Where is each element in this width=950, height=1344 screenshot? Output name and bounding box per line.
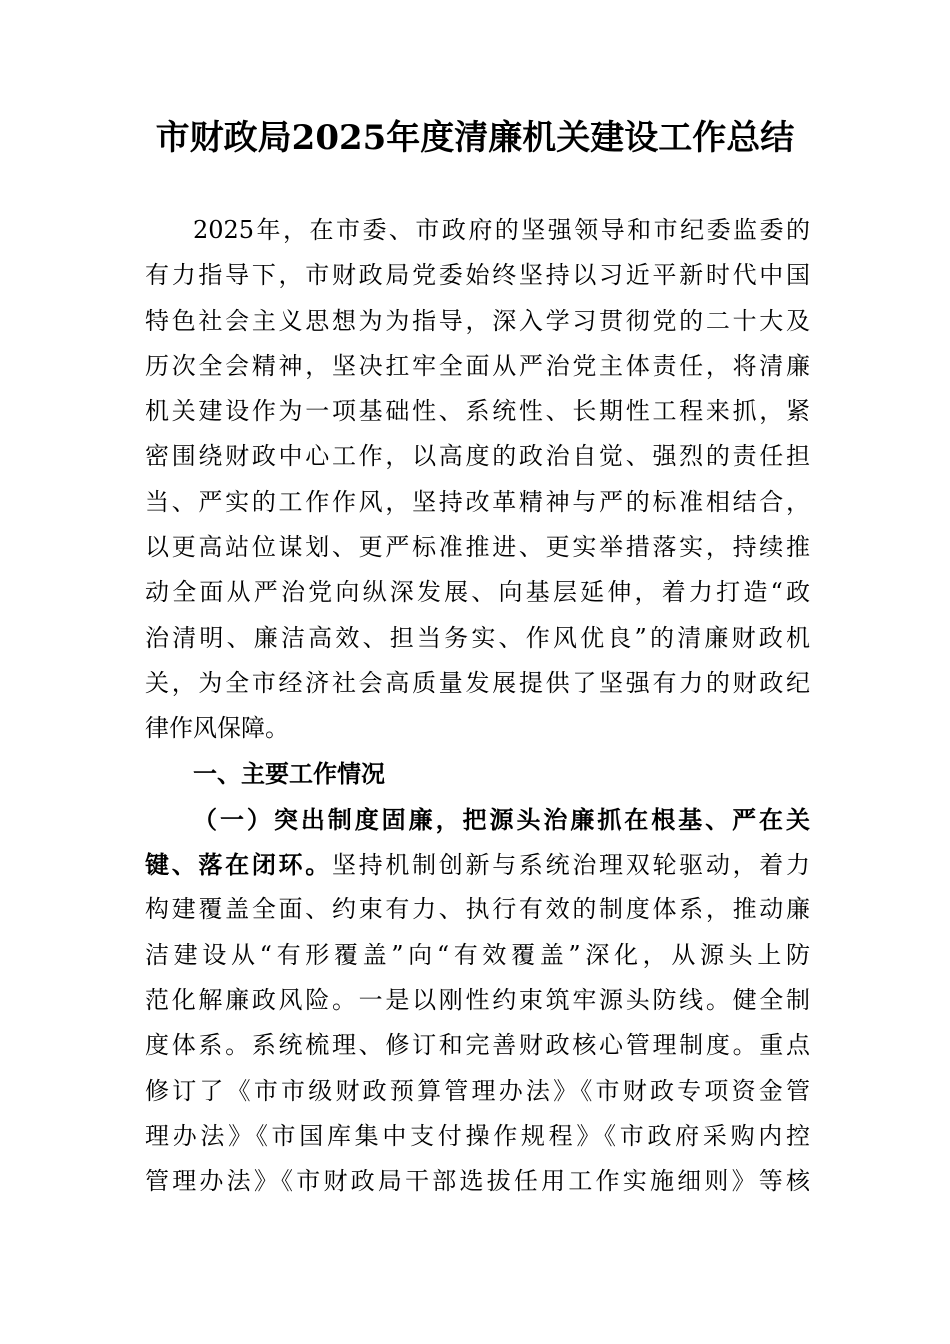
intro-line: 历次全会精神，坚决扛牢全面从严治党主体责任，将清廉: [145, 351, 810, 380]
subsection-line: 洁建设从“有形覆盖”向“有效覆盖”深化，从源头上防: [145, 940, 810, 969]
intro-line: 有力指导下，市财政局党委始终坚持以习近平新时代中国: [145, 261, 810, 290]
intro-line: 治清明、廉洁高效、担当务实、作风优良”的清廉财政机: [145, 623, 810, 652]
subsection-line: 修订了《市市级财政预算管理办法》《市财政专项资金管: [145, 1076, 810, 1105]
subsection-lead-line: （一）突出制度固廉，把源头治廉抓在根基、严在关: [193, 804, 810, 834]
intro-line: 动全面从严治党向纵深发展、向基层延伸，着力打造“政: [145, 578, 810, 607]
intro-line: 律作风保障。: [145, 714, 289, 743]
intro-line: 密围绕财政中心工作，以高度的政治自觉、强烈的责任担: [145, 442, 810, 471]
subsection-line: [145, 842, 810, 887]
subsection-line: 度体系。系统梳理、修订和完善财政核心管理制度。重点: [145, 1031, 810, 1060]
intro-line: 特色社会主义思想为为指导，深入学习贯彻党的二十大及: [145, 306, 810, 335]
document-title: 市财政局2025年度清廉机关建设工作总结: [155, 118, 795, 158]
intro-line: 关，为全市经济社会高质量发展提供了坚强有力的财政纪: [145, 668, 810, 697]
intro-line: 2025年，在市委、市政府的坚强领导和市纪委监委的: [193, 216, 810, 244]
subsection-line: 管理办法》《市财政局干部选拔任用工作实施细则》等核: [145, 1167, 810, 1196]
subsection-text: 坚持机制创新与系统治理双轮驱动，着力: [331, 851, 811, 880]
subsection-line: 理办法》《市国库集中支付操作规程》《市政府采购内控: [145, 1121, 810, 1150]
subsection-lead-end: 键、落在闭环。: [145, 850, 332, 880]
subsection-line: 范化解廉政风险。一是以刚性约束筑牢源头防线。健全制: [145, 986, 810, 1015]
section-heading: 一、主要工作情况: [193, 759, 385, 788]
document-body: [145, 208, 810, 1205]
intro-line: 当、严实的工作作风，坚持改革精神与严的标准相结合，: [145, 487, 810, 516]
subsection-line: 构建覆盖全面、约束有力、执行有效的制度体系，推动廉: [145, 895, 810, 924]
intro-line: 机关建设作为一项基础性、系统性、长期性工程来抓，紧: [145, 397, 810, 426]
intro-line: 以更高站位谋划、更严标准推进、更实举措落实，持续推: [145, 533, 810, 562]
